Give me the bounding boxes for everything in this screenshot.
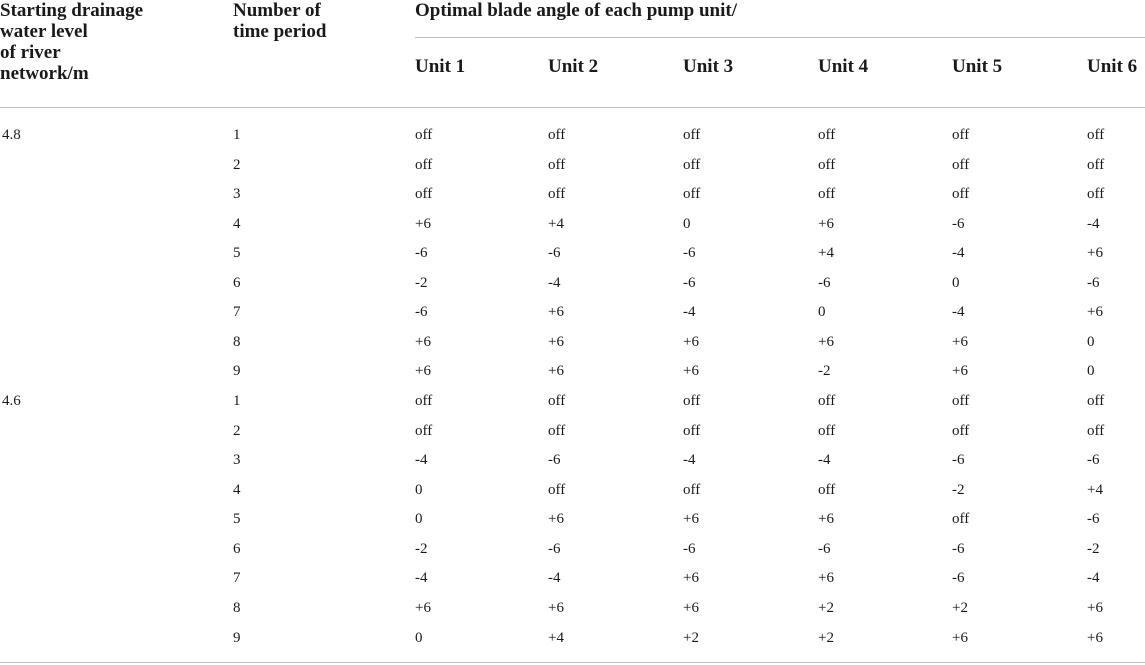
cell-starting-level: 4.8: [2, 127, 21, 143]
cell-unit-3-angle: off: [683, 393, 701, 409]
cell-unit-1-angle: off: [415, 127, 433, 143]
cell-unit-6-angle: off: [1087, 157, 1105, 173]
cell-unit-5-angle: -2: [952, 482, 965, 498]
table-bottom-rule: [0, 662, 1145, 663]
cell-time-period: 2: [233, 423, 241, 439]
cell-unit-1-angle: off: [415, 423, 433, 439]
cell-unit-1-angle: off: [415, 157, 433, 173]
cell-unit-1-angle: +6: [415, 600, 431, 616]
cell-unit-6-angle: off: [1087, 393, 1105, 409]
cell-unit-1-angle: +6: [415, 334, 431, 350]
cell-unit-5-angle: +6: [952, 363, 968, 379]
cell-unit-6-angle: off: [1087, 423, 1105, 439]
cell-unit-5-angle: off: [952, 127, 970, 143]
cell-unit-5-angle: 0: [952, 275, 960, 291]
cell-time-period: 3: [233, 452, 241, 468]
cell-unit-5-angle: -6: [952, 216, 965, 232]
cell-unit-4-angle: +2: [818, 600, 834, 616]
header-starting-level-line: water level: [0, 21, 88, 42]
cell-unit-5-angle: off: [952, 157, 970, 173]
cell-unit-1-angle: off: [415, 186, 433, 202]
header-time-period-line: time period: [233, 21, 327, 42]
cell-unit-5-angle: off: [952, 423, 970, 439]
cell-unit-3-angle: +6: [683, 363, 699, 379]
cell-unit-2-angle: off: [548, 423, 566, 439]
cell-time-period: 5: [233, 511, 241, 527]
cell-unit-2-angle: +6: [548, 304, 564, 320]
header-starting-level-line: network/m: [0, 63, 89, 84]
cell-unit-1-angle: 0: [415, 630, 423, 646]
cell-unit-4-angle: -6: [818, 275, 831, 291]
cell-unit-4-angle: off: [818, 157, 836, 173]
cell-unit-5-angle: -6: [952, 452, 965, 468]
cell-unit-5-angle: +6: [952, 334, 968, 350]
cell-unit-4-angle: +6: [818, 511, 834, 527]
cell-unit-4-angle: 0: [818, 304, 826, 320]
cell-unit-4-angle: off: [818, 393, 836, 409]
cell-unit-6-angle: +6: [1087, 304, 1103, 320]
cell-unit-5-angle: -6: [952, 570, 965, 586]
cell-unit-1-angle: -2: [415, 275, 428, 291]
cell-unit-2-angle: off: [548, 157, 566, 173]
cell-unit-1-angle: +6: [415, 216, 431, 232]
cell-time-period: 4: [233, 482, 241, 498]
header-unit-6: Unit 6: [1087, 56, 1138, 77]
header-time-period-line: Number of: [233, 0, 321, 21]
cell-unit-1-angle: 0: [415, 482, 423, 498]
cell-unit-3-angle: -4: [683, 304, 696, 320]
cell-unit-6-angle: off: [1087, 127, 1105, 143]
cell-unit-2-angle: off: [548, 482, 566, 498]
cell-unit-3-angle: off: [683, 157, 701, 173]
cell-unit-4-angle: off: [818, 482, 836, 498]
cell-unit-2-angle: -6: [548, 541, 561, 557]
cell-unit-2-angle: +6: [548, 511, 564, 527]
cell-unit-5-angle: +2: [952, 600, 968, 616]
header-bottom-rule: [0, 107, 1145, 108]
header-unit-5: Unit 5: [952, 56, 1003, 77]
cell-unit-4-angle: +6: [818, 216, 834, 232]
header-group-rule: [415, 37, 1145, 38]
cell-time-period: 1: [233, 393, 241, 409]
cell-unit-6-angle: +6: [1087, 245, 1103, 261]
cell-unit-2-angle: off: [548, 393, 566, 409]
cell-time-period: 7: [233, 304, 241, 320]
cell-unit-2-angle: -6: [548, 245, 561, 261]
cell-unit-3-angle: -6: [683, 541, 696, 557]
cell-unit-3-angle: off: [683, 127, 701, 143]
cell-time-period: 8: [233, 334, 241, 350]
cell-unit-2-angle: +4: [548, 630, 564, 646]
cell-time-period: 9: [233, 363, 241, 379]
cell-unit-2-angle: off: [548, 127, 566, 143]
cell-unit-3-angle: off: [683, 482, 701, 498]
cell-unit-1-angle: -6: [415, 304, 428, 320]
cell-unit-4-angle: -6: [818, 541, 831, 557]
cell-unit-2-angle: -4: [548, 275, 561, 291]
cell-unit-1-angle: off: [415, 393, 433, 409]
cell-unit-2-angle: +6: [548, 363, 564, 379]
cell-unit-1-angle: -2: [415, 541, 428, 557]
cell-unit-5-angle: -4: [952, 245, 965, 261]
header-unit-4: Unit 4: [818, 56, 869, 77]
cell-unit-3-angle: +6: [683, 334, 699, 350]
cell-unit-6-angle: off: [1087, 186, 1105, 202]
cell-unit-2-angle: +6: [548, 600, 564, 616]
header-unit-1: Unit 1: [415, 56, 466, 77]
cell-unit-3-angle: +2: [683, 630, 699, 646]
cell-unit-6-angle: -2: [1087, 541, 1100, 557]
cell-unit-5-angle: -4: [952, 304, 965, 320]
cell-unit-3-angle: +6: [683, 570, 699, 586]
cell-unit-6-angle: -6: [1087, 275, 1100, 291]
cell-unit-6-angle: -4: [1087, 216, 1100, 232]
cell-unit-4-angle: -2: [818, 363, 831, 379]
header-unit-2: Unit 2: [548, 56, 599, 77]
cell-unit-6-angle: +6: [1087, 600, 1103, 616]
cell-unit-4-angle: +4: [818, 245, 834, 261]
cell-time-period: 9: [233, 630, 241, 646]
cell-unit-4-angle: off: [818, 423, 836, 439]
cell-unit-2-angle: +6: [548, 334, 564, 350]
cell-time-period: 4: [233, 216, 241, 232]
cell-time-period: 6: [233, 275, 241, 291]
cell-time-period: 1: [233, 127, 241, 143]
cell-unit-1-angle: +6: [415, 363, 431, 379]
cell-unit-2-angle: -6: [548, 452, 561, 468]
cell-time-period: 3: [233, 186, 241, 202]
cell-unit-3-angle: off: [683, 423, 701, 439]
cell-unit-6-angle: 0: [1087, 334, 1095, 350]
header-starting-level-line: Starting drainage: [0, 0, 144, 21]
header-unit-3: Unit 3: [683, 56, 734, 77]
cell-unit-3-angle: -4: [683, 452, 696, 468]
cell-unit-3-angle: 0: [683, 216, 691, 232]
cell-unit-4-angle: +6: [818, 570, 834, 586]
cell-unit-5-angle: off: [952, 393, 970, 409]
cell-unit-6-angle: -6: [1087, 511, 1100, 527]
header-starting-level: [0, 0, 143, 84]
header-starting-level-line: of river: [0, 42, 61, 63]
cell-unit-1-angle: -4: [415, 452, 428, 468]
cell-unit-3-angle: -6: [683, 275, 696, 291]
cell-unit-3-angle: -6: [683, 245, 696, 261]
cell-unit-2-angle: -4: [548, 570, 561, 586]
cell-unit-4-angle: +6: [818, 334, 834, 350]
cell-unit-4-angle: +2: [818, 630, 834, 646]
cell-unit-4-angle: -4: [818, 452, 831, 468]
cell-time-period: 7: [233, 570, 241, 586]
cell-unit-6-angle: -6: [1087, 452, 1100, 468]
cell-unit-6-angle: -4: [1087, 570, 1100, 586]
cell-unit-2-angle: +4: [548, 216, 564, 232]
cell-unit-3-angle: off: [683, 186, 701, 202]
cell-unit-5-angle: off: [952, 186, 970, 202]
cell-time-period: 8: [233, 600, 241, 616]
cell-unit-1-angle: -6: [415, 245, 428, 261]
cell-starting-level: 4.6: [2, 393, 21, 409]
cell-unit-5-angle: +6: [952, 630, 968, 646]
cell-unit-6-angle: +4: [1087, 482, 1103, 498]
cell-unit-2-angle: off: [548, 186, 566, 202]
header-group-label: Optimal blade angle of each pump unit/: [415, 0, 737, 21]
cell-unit-1-angle: 0: [415, 511, 423, 527]
cell-unit-4-angle: off: [818, 127, 836, 143]
cell-unit-3-angle: +6: [683, 600, 699, 616]
cell-unit-6-angle: +6: [1087, 630, 1103, 646]
header-time-period: [233, 0, 326, 42]
cell-unit-5-angle: off: [952, 511, 970, 527]
cell-unit-4-angle: off: [818, 186, 836, 202]
cell-unit-6-angle: 0: [1087, 363, 1095, 379]
cell-unit-3-angle: +6: [683, 511, 699, 527]
cell-time-period: 5: [233, 245, 241, 261]
cell-unit-1-angle: -4: [415, 570, 428, 586]
cell-unit-5-angle: -6: [952, 541, 965, 557]
cell-time-period: 6: [233, 541, 241, 557]
cell-time-period: 2: [233, 157, 241, 173]
